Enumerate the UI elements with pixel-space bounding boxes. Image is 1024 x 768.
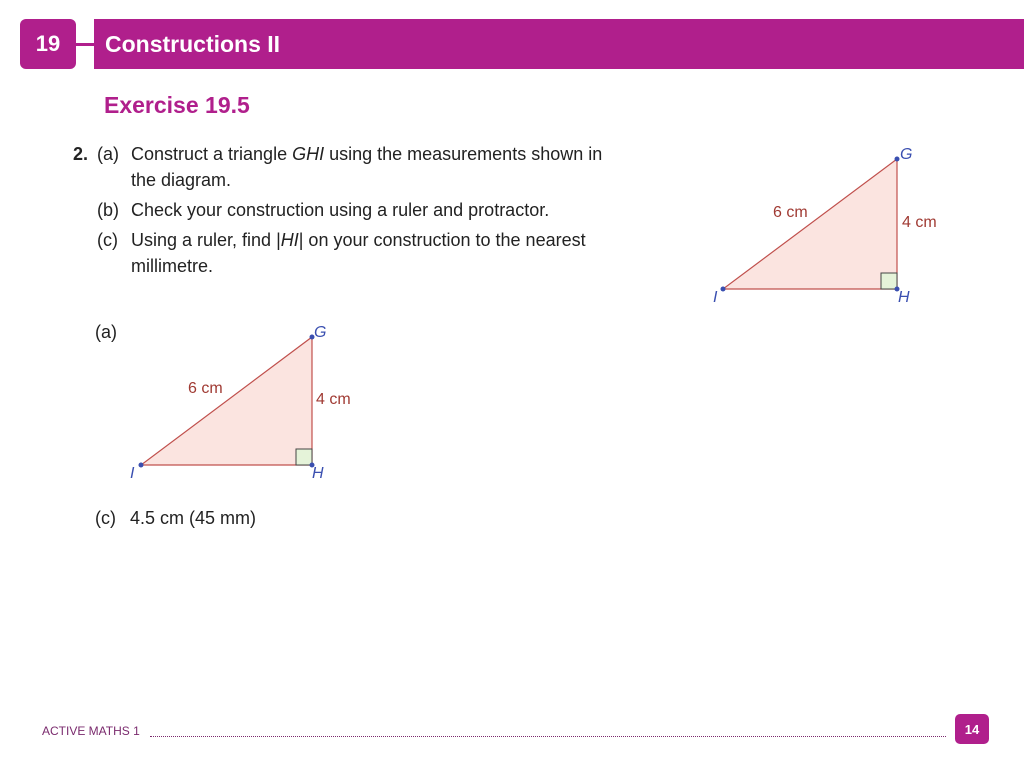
footer-dotted-rule [150,736,946,737]
chapter-number: 19 [35,31,61,56]
part-c-text: Using a ruler, find |HI| on your construction to the nearest millimetre. [131,230,586,276]
chapter-number-badge [20,19,76,69]
hypotenuse-label: 6 cm [773,204,808,221]
question-triangle [723,159,897,289]
answer-a-label: (a) [95,322,117,342]
answer-c-label: (c) [95,508,116,528]
page-number: 14 [964,721,980,737]
right-angle-marker [296,449,312,465]
page-number-badge [955,714,989,744]
vertex-h-label: H [898,289,910,306]
vertex-i-label: I [713,289,718,306]
part-a-label: (a) [97,144,119,164]
side-gh-label: 4 cm [316,391,351,408]
vertex-g-point [895,157,900,162]
vertex-h-label: H [312,465,324,482]
hypotenuse-label: 6 cm [188,380,223,397]
part-a-text: Construct a triangle GHI using the measurements shown in the diagram. [131,144,603,190]
header-connector [76,43,94,46]
vertex-i-label: I [130,465,135,482]
footer-book-title: ACTIVE MATHS 1 [42,724,140,738]
right-angle-marker [881,273,897,289]
vertex-i-point [139,463,144,468]
exercise-title: Exercise 19.5 [104,92,250,118]
chapter-title-bar [94,19,1024,69]
vertex-i-point [721,287,726,292]
vertex-g-label: G [314,324,327,341]
part-b-label: (b) [97,200,119,220]
part-c-label: (c) [97,230,118,250]
answer-c-value: 4.5 cm (45 mm) [130,508,257,528]
question-triangle-diagram [700,140,960,310]
part-b-text: Check your construction using a ruler and protractor. [131,200,550,220]
vertex-g-label: G [900,146,913,163]
question-number: 2. [73,144,89,164]
answer-triangle-diagram [120,318,380,488]
chapter-title: Constructions II [105,30,281,57]
side-gh-label: 4 cm [902,214,937,231]
answer-triangle [141,337,312,465]
